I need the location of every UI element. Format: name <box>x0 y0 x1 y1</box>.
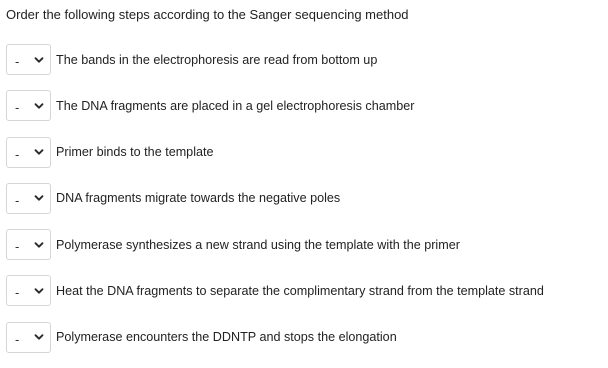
select-value: - <box>15 239 20 255</box>
order-select-4[interactable] <box>6 183 51 214</box>
step-label: The DNA fragments are placed in a gel electrophoresis chamber <box>56 98 415 113</box>
list-item <box>6 183 602 214</box>
order-select-7[interactable] <box>6 322 51 353</box>
chevron-down-icon <box>33 331 45 343</box>
chevron-down-icon <box>33 100 45 112</box>
order-select-3[interactable] <box>6 137 51 168</box>
chevron-down-icon <box>33 54 45 66</box>
list-item <box>6 44 602 75</box>
order-select-2[interactable] <box>6 90 51 121</box>
select-value: - <box>15 100 20 116</box>
ordering-list <box>6 44 602 368</box>
order-select-6[interactable] <box>6 275 51 306</box>
list-item <box>6 90 602 121</box>
step-label: Heat the DNA fragments to separate the complimentary strand from the template strand <box>56 283 544 298</box>
step-label: Polymerase encounters the DDNTP and stops the elongation <box>56 330 397 345</box>
chevron-down-icon <box>33 285 45 297</box>
step-label: Polymerase synthesizes a new strand using the template with the primer <box>56 237 460 252</box>
chevron-down-icon <box>33 239 45 251</box>
list-item <box>6 275 602 306</box>
order-select-5[interactable] <box>6 229 51 260</box>
list-item <box>6 137 602 168</box>
chevron-down-icon <box>33 146 45 158</box>
list-item <box>6 322 602 353</box>
chevron-down-icon <box>33 192 45 204</box>
select-value: - <box>15 54 20 69</box>
select-value: - <box>15 331 20 347</box>
step-label: Primer binds to the template <box>56 145 214 160</box>
select-value: - <box>15 146 20 162</box>
step-label: The bands in the electrophoresis are read from bottom up <box>56 52 378 67</box>
list-item <box>6 229 602 260</box>
select-value: - <box>15 285 20 301</box>
order-select-1[interactable] <box>6 44 51 75</box>
select-value: - <box>15 192 20 208</box>
step-label: DNA fragments migrate towards the negative poles <box>56 191 341 206</box>
question-prompt: Order the following steps according to the Sanger sequencing method <box>6 7 409 22</box>
